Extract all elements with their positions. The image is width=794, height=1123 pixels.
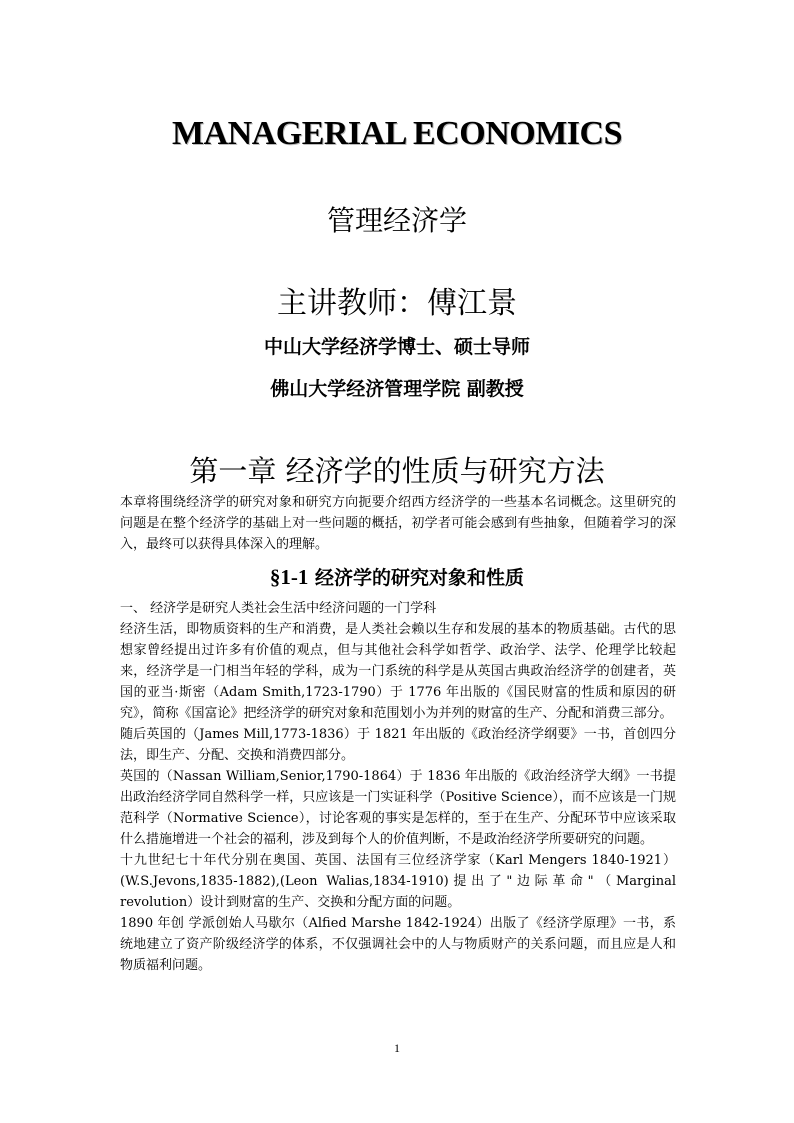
- paragraph-subheading: 一、 经济学是研究人类社会生活中经济问题的一门学科: [120, 601, 437, 616]
- paragraph: 英国的（Nassan William,Senior,1790-1864）于 1836 年出版的《政治经济学大纲》一书提出政治经济学同自然科学一样，只应该是一门实证科学（Positive Science），而不应该是一门规范科学（Normative Science），讨论客观的事实是怎样的，至于在生产、分配环节中应该采取什么措施增进一个社会的福利，涉及到每个人的价值判断，不是政治经济学所要研究的问题。: [120, 769, 677, 847]
- section-body: [120, 598, 676, 976]
- paragraph: 1890 年创 学派创始人马歇尔（Alfied Marshe 1842-1924）出版了《经济学原理》一书，系统地建立了资产阶级经济学的体系，不仅强调社会中的人与物质财产的关系问题，而且应是人和物质福利问题。: [120, 916, 676, 973]
- affiliation-line-1: 中山大学经济学博士、硕士导师: [263, 336, 530, 358]
- english-title: MANAGERIAL ECONOMICS: [172, 115, 622, 152]
- lecturer-name: 主讲教师：傅江景: [277, 286, 517, 321]
- paragraph: 随后英国的（James Mill,1773-1836）于 1821 年出版的《政治经济学纲要》一书，首创四分法，即生产、分配、交换和消费四部分。: [120, 727, 676, 763]
- section-number: §1-1: [269, 565, 309, 589]
- page-number: 1: [394, 1041, 400, 1055]
- section-title: 经济学的研究对象和性质: [315, 567, 525, 589]
- affiliation-line-2: 佛山大学经济管理学院 副教授: [270, 378, 524, 400]
- section-heading: [0, 561, 794, 594]
- chinese-title: 管理经济学: [326, 204, 467, 237]
- paragraph: 经济生活，即物质资料的生产和消费，是人类社会赖以生存和发展的基本的物质基础。古代的思想家曾经提出过许多有价值的观点，但与其他社会科学如哲学、政治学、法学、伦理学比较起来，经济学是一门相当年轻的学科，成为一门系统的科学是从英国古典政治经济学的创建者，英国的亚当·斯密（Adam Smith,1723-1790）于 1776 年出版的《国民财富的性质和原因的研究》，简称《国富论》把经济学的研究对象和范围划小为并列的财富的生产、分配和消费三部分。: [120, 622, 676, 721]
- paragraph: 十九世纪七十年代分别在奥国、英国、法国有三位经济学家（Karl Mengers 1840-1921）(W.S.Jevons,1835-1882),(Leon Walias,1834-1910)提出了"边际革命"（Marginal revolution）设计到财富的生产、交换和分配方面的问题。: [120, 853, 676, 910]
- chapter-intro: 本章将围绕经济学的研究对象和研究方向扼要介绍西方经济学的一些基本名词概念。这里研究的问题是在整个经济学的基础上对一些问题的概括，初学者可能会感到有些抽象，但随着学习的深入，最终可以获得具体深入的理解。: [120, 495, 676, 552]
- chapter-title: 第一章 经济学的性质与研究方法: [189, 454, 605, 488]
